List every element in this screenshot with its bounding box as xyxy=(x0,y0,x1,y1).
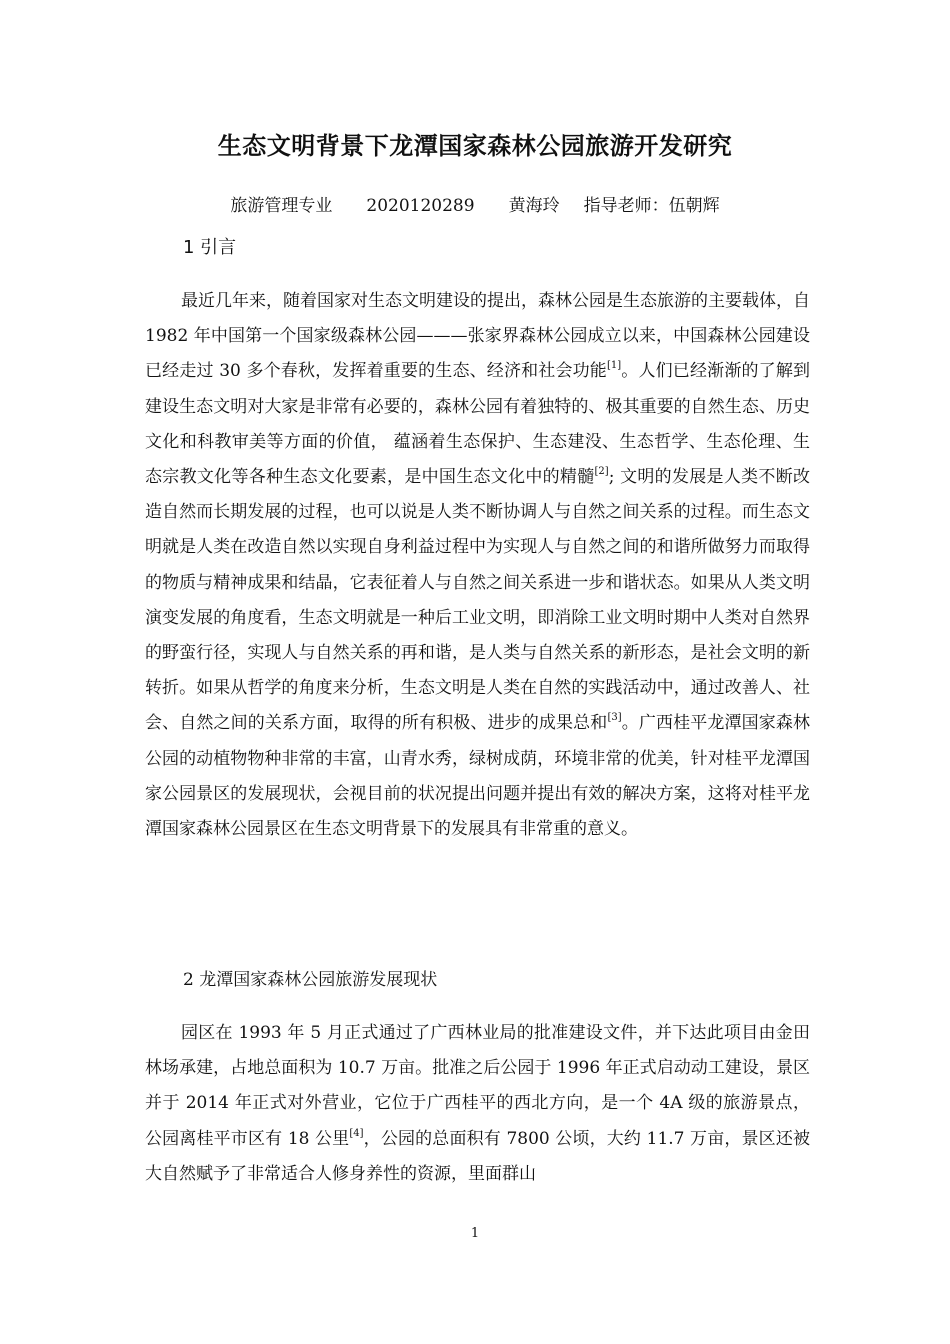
major: 旅游管理专业 xyxy=(230,196,333,216)
section-2-paragraph xyxy=(145,1016,810,1192)
text-run: 最近几年来，随着国家对生态文明建设的提出，森林公园是生态旅游的主要载体，自 1982 年中国第一个国家级森林公园———张家界森林公园成立以来，中国森林公园建设已经走过 30 多个春秋，发挥着重要的生态、经济和社会功能 xyxy=(145,291,810,382)
paper-title: 生态文明背景下龙潭国家森林公园旅游开发研究 xyxy=(217,132,733,160)
section-1-heading: 1 引言 xyxy=(183,237,237,258)
citation-3: [3] xyxy=(607,712,622,724)
text-run: ，公园的总面积有 7800 公顷，大约 11.7 万亩，景区还被大自然赋予了非常适合人修身养性的资源，里面群山 xyxy=(145,1128,810,1184)
citation-1: [1] xyxy=(606,360,622,372)
text-run: 园区在 1993 年 5 月正式通过了广西林业局的批准建设文件，并下达此项目由金田林场承建，占地总面积为 10.7 万亩。批准之后公园于 1996 年正式启动动工建设，景区并于 2014 年正式对外营业，它位于广西桂平的西北方向，是一个 4A 级的旅游景点，公园离桂平市区有 18 公里 xyxy=(145,1023,810,1149)
author-name: 黄海玲 xyxy=(508,196,560,216)
text-run: ; 文明的发展是人类不断改造自然而长期发展的过程，也可以说是人类不断协调人与自然之间关系的过程。而生态文明就是人类在改造自然以实现自身利益过程中为实现人与自然之间的和谐所做努力而取得的物质与精神成果和结晶，它表征着人与自然之间关系进一步和谐状态。如果从人类文明演变发展的角度看，生态文明就是一种后工业文明，即消除工业文明时期中人类对自然界的野蛮行径，实现人与自然关系的再和谐，是人类与自然关系的新形态，是社会文明的新转折。如果从哲学的角度来分析，生态文明是人类在自然的实践活动中，通过改善人、社会、自然之间的关系方面，取得的所有积极、进步的成果总和 xyxy=(145,467,810,734)
section-2-heading: 2 龙潭国家森林公园旅游发展现状 xyxy=(183,970,438,990)
author-line xyxy=(0,191,950,216)
citation-2: [2] xyxy=(594,466,609,478)
text-run: 。广西桂平龙潭国家森林公园的动植物物种非常的丰富，山青水秀，绿树成荫，环境非常的优美，针对桂平龙潭国家公园景区的发展现状，会视目前的状况提出问题并提出有效的解决方案，这将对桂平龙潭国家森林公园景区在生态文明背景下的发展具有非常重的意义。 xyxy=(145,713,811,840)
page-number: 1 xyxy=(470,1226,480,1241)
student-id: 2020120289 xyxy=(366,196,475,216)
citation-4: [4] xyxy=(349,1127,364,1139)
section-1-paragraph xyxy=(145,284,810,847)
advisor: 指导老师：伍朝辉 xyxy=(583,196,720,216)
text-run: 。人们已经渐渐的了解到建设生态文明对大家是非常有必要的，森林公园有着独特的、极其重要的自然生态、历史文化和科教审美等方面的价值， 蕴涵着生态保护、生态建没、生态哲学、生态伦理、生态宗教文化等各种生态文化要素，是中国生态文化中的精髓 xyxy=(145,361,810,488)
